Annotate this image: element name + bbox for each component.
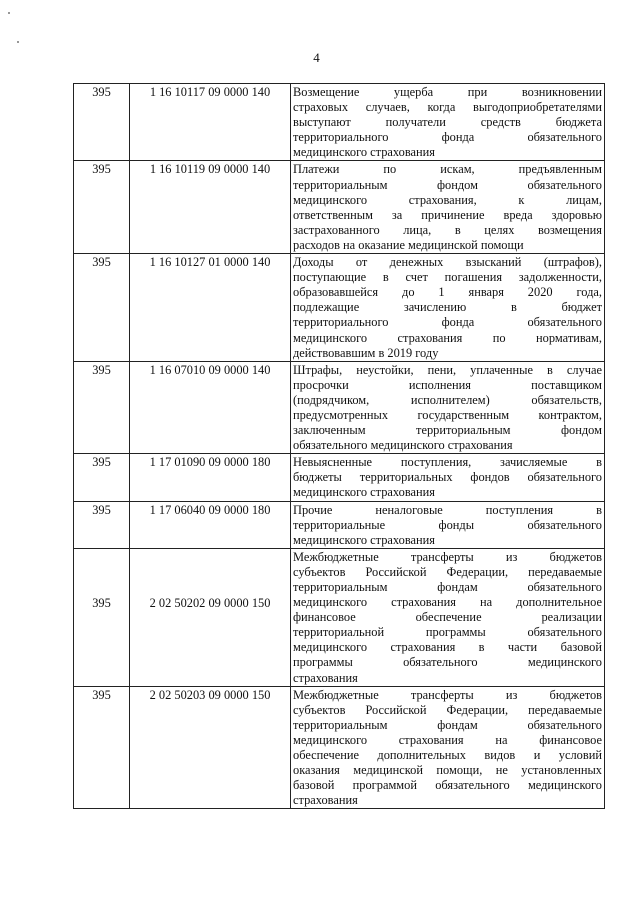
revenue-description-cell xyxy=(291,361,605,454)
description-line: Доходы от денежных взысканий (штрафов), xyxy=(293,255,602,270)
administrator-code: 395 xyxy=(92,596,111,611)
description-line: медицинского страхования xyxy=(293,532,435,547)
description-line: территориального фонда обязательного xyxy=(293,315,602,330)
revenue-description-cell xyxy=(291,84,605,161)
scan-speck xyxy=(17,41,19,43)
description-line: финансовое обеспечение реализации xyxy=(293,610,602,625)
description-line: предусмотренных государственным контрактом, xyxy=(293,407,602,422)
description-line: Межбюджетные трансферты из бюджетов xyxy=(293,687,602,702)
description-line: медицинского страхования по нормативам, xyxy=(293,330,602,345)
budget-code-cell xyxy=(130,161,291,254)
budget-classification-code: 1 16 10127 01 0000 140 xyxy=(149,255,271,270)
administrator-code: 395 xyxy=(92,162,111,177)
table-row xyxy=(74,254,605,362)
description-line: страхования xyxy=(293,670,358,685)
administrator-code: 395 xyxy=(92,85,111,99)
description-line: (подрядчиком, исполнителем) обязательств, xyxy=(293,392,602,407)
description-line: территориальным фондом обязательного xyxy=(293,177,602,192)
description-line: просрочки исполнения поставщиком xyxy=(293,377,602,392)
description-line: территориального фонда обязательного xyxy=(293,130,602,145)
description-line: застрахованного лица, в целях возмещения xyxy=(293,222,602,237)
table-row xyxy=(74,686,605,809)
revenue-description-cell xyxy=(291,548,605,686)
description-line: Невыясненные поступления, зачисляемые в xyxy=(293,455,602,470)
budget-code-cell xyxy=(130,361,291,454)
administrator-code: 395 xyxy=(92,502,111,517)
description-line: медицинского страхования xyxy=(293,485,435,500)
revenue-description-cell xyxy=(291,254,605,362)
table-row xyxy=(74,501,605,548)
administrator-code: 395 xyxy=(92,255,111,270)
budget-classification-table xyxy=(73,83,605,809)
budget-classification-code: 2 02 50203 09 0000 150 xyxy=(149,687,271,702)
description-line: медицинского страхования на дополнительное xyxy=(293,595,602,610)
description-line: Возмещение ущерба при возникновении xyxy=(293,85,602,99)
description-line: Межбюджетные трансферты из бюджетов xyxy=(293,549,602,564)
budget-code-cell xyxy=(130,254,291,362)
description-line: ответственным за причинение вреда здоровью xyxy=(293,207,602,222)
administrator-code-cell xyxy=(74,686,130,809)
description-line: территориальным фондам обязательного xyxy=(293,717,602,732)
budget-classification-code: 1 16 10117 09 0000 140 xyxy=(149,85,271,99)
description-line: базовой программой обязательного медицинского xyxy=(293,778,602,793)
administrator-code-cell xyxy=(74,254,130,362)
administrator-code: 395 xyxy=(92,455,111,470)
administrator-code-cell xyxy=(74,361,130,454)
page-number: 4 xyxy=(313,50,320,65)
budget-code-cell xyxy=(130,548,291,686)
revenue-description-cell xyxy=(291,686,605,809)
description-line: образовавшейся до 1 января 2020 года, xyxy=(293,285,602,300)
description-line: заключенным территориальным фондом xyxy=(293,423,602,438)
description-line: территориальной программы обязательного xyxy=(293,625,602,640)
description-line: обязательного медицинского страхования xyxy=(293,438,513,453)
description-line: действовавшим в 2019 году xyxy=(293,345,439,360)
table-row xyxy=(74,548,605,686)
budget-classification-code: 1 17 01090 09 0000 180 xyxy=(149,455,271,470)
description-line: Прочие неналоговые поступления в xyxy=(293,502,602,517)
description-line: территориальным фондам обязательного xyxy=(293,580,602,594)
budget-classification-code: 1 16 10119 09 0000 140 xyxy=(149,162,271,177)
description-line: обеспечение дополнительных видов и условий xyxy=(293,748,602,763)
description-line: медицинского страхования xyxy=(293,145,435,160)
administrator-code-cell xyxy=(74,548,130,686)
description-line: страхования xyxy=(293,793,358,808)
scan-speck xyxy=(8,12,10,14)
budget-classification-code: 1 17 06040 09 0000 180 xyxy=(149,502,271,517)
budget-code-cell xyxy=(130,686,291,809)
table-row xyxy=(74,361,605,454)
revenue-description-cell xyxy=(291,501,605,548)
revenue-description-cell xyxy=(291,454,605,501)
description-line: медицинского страхования в части базовой xyxy=(293,640,602,655)
description-line: поступающие в счет погашения задолженности, xyxy=(293,270,602,285)
description-line: медицинского страхования, к лицам, xyxy=(293,192,602,207)
description-line: программы обязательного медицинского xyxy=(293,655,602,670)
description-line: Штрафы, неустойки, пени, уплаченные в случае xyxy=(293,362,602,377)
budget-code-cell xyxy=(130,84,291,161)
budget-code-cell xyxy=(130,501,291,548)
description-line: субъектов Российской Федерации, передаваемые xyxy=(293,702,602,717)
description-line: выступают получатели средств бюджета xyxy=(293,115,602,130)
description-line: субъектов Российской Федерации, передаваемые xyxy=(293,564,602,579)
budget-code-cell xyxy=(130,454,291,501)
table-row xyxy=(74,84,605,161)
table-row xyxy=(74,454,605,501)
administrator-code-cell xyxy=(74,161,130,254)
administrator-code: 395 xyxy=(92,687,111,702)
description-line: расходов на оказание медицинской помощи xyxy=(293,237,524,252)
description-line: оказания медицинской помощи, не установленных xyxy=(293,763,602,778)
revenue-description-cell xyxy=(291,161,605,254)
administrator-code-cell xyxy=(74,454,130,501)
budget-classification-code: 2 02 50202 09 0000 150 xyxy=(149,596,271,611)
description-line: медицинского страхования на финансовое xyxy=(293,732,602,747)
administrator-code: 395 xyxy=(92,362,111,377)
description-line: территориальные фонды обязательного xyxy=(293,517,602,532)
description-line: Платежи по искам, предъявленным xyxy=(293,162,602,177)
budget-classification-code: 1 16 07010 09 0000 140 xyxy=(149,362,271,377)
description-line: страховых случаев, когда выгодоприобретателями xyxy=(293,100,602,115)
description-line: подлежащие зачислению в бюджет xyxy=(293,300,602,315)
description-line: бюджеты территориальных фондов обязательного xyxy=(293,470,602,485)
administrator-code-cell xyxy=(74,84,130,161)
table-row xyxy=(74,161,605,254)
administrator-code-cell xyxy=(74,501,130,548)
